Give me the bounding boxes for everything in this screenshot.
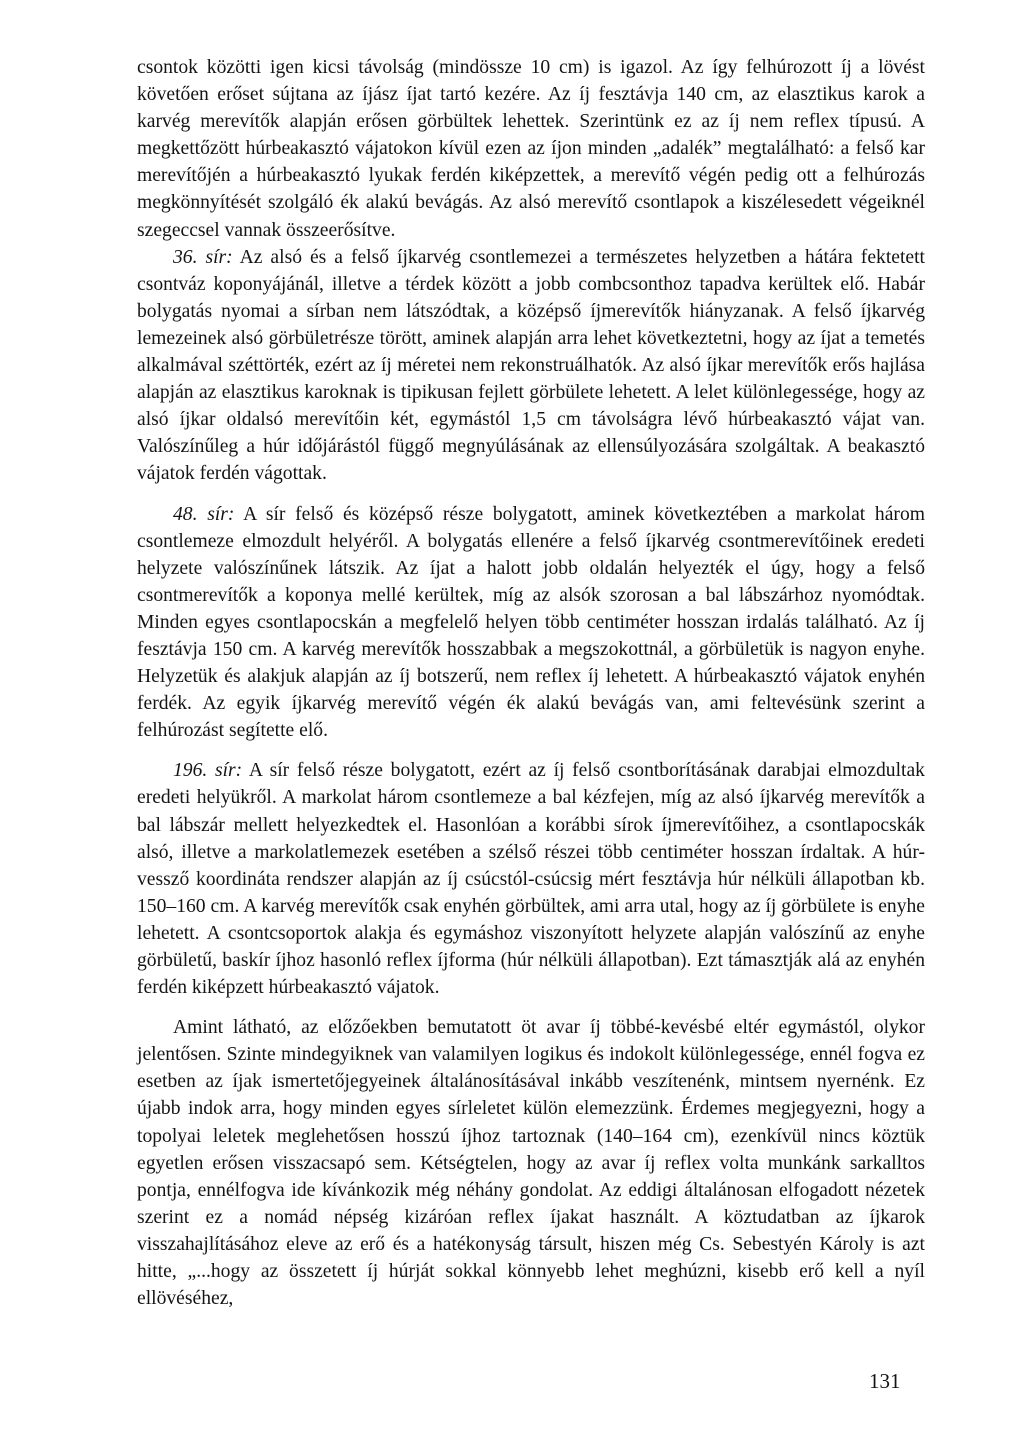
paragraph-conclusion <box>137 1014 925 1312</box>
paragraph-grave-48 <box>137 501 925 745</box>
paragraph-grave-196 <box>137 757 925 1001</box>
page-number: 131 <box>869 1369 901 1393</box>
paragraph-text: csontok közötti igen kicsi távolság (mindössze 10 cm) is igazol. Az így felhúrozott íj a lövést követően erőset sújtana az íjász íjat tartó kezére. Az íj fesztávja 140 cm, az elasztikus karok a karvég merevítők alapján erősen görbültek lehettek. Szerintünk ez az íj nem reflex típusú. A megkettőzött húrbeakasztó vájatokon kívül ezen az íjon minden „adalék” megtalálható: a felső kar merevítőjén a húrbeakasztó lyukak ferdén kiképzettek, a merevítő végén pedig ott a felhúrozás megkönnyítését szolgáló ék alakú bevágás. Az alsó merevítő csontlapok a kiszélesedett végeiknél szegeccsel vannak összeerősítve. <box>137 57 925 241</box>
paragraph-text: Amint látható, az előzőekben bemutatott öt avar íj többé-kevésbé eltér egymástól, olykor jelentősen. Szinte mindegyiknek van valamilyen logikus és indokolt különlegessége, ennél fogva ez esetben az íjak ismertetőjegyeinek általánosításával inkább veszítenénk, mintsem nyernénk. Ez újabb indok arra, hogy minden egyes sírleletet külön elemezzünk. Érdemes megjegyezni, hogy a topolyai leletek meglehetősen hosszú íjhoz tartoznak (140–164 cm), ezenkívül nincs köztük egyetlen erősen visszacsapó sem. Kétségtelen, hogy az avar íj reflex volta munkánk sarkalltos pontja, ennélfogva ide kívánkozik még néhány gondolat. Az eddigi általánosan elfogadott nézetek szerint ez a nomád népség kizáróan reflex íjakat használt. A köztudatban az íjkarok visszahajlításához eleve az erő és a hatékonyság társult, hiszen még Cs. Sebestyén Károly is azt hitte, „...hogy az összetett íj húrját sokkal könnyebb lehet meghúzni, kisebb erő kell a nyíl ellövéséhez, <box>137 1017 925 1310</box>
paragraph-continuation <box>137 54 925 244</box>
grave-label: 196. sír: <box>173 760 243 782</box>
paragraph-text: A sír felső része bolygatott, ezért az íj felső csontborításának darabjai elmozdultak eredeti helyükről. A markolat három csontlemeze a bal kézfejen, míg az alsó íjkarvég merevítők a bal lábszár mellett helyezkedtek el. Hasonlóan a korábbi sírok íjmerevítőihez, a csontlapocskák alsó, illetve a markolatlemezek esetében a szélső részei több centiméter hosszan írdaltak. A húr-vessző koordináta rendszer alapján az íj csúcstól-csúcsig mért fesztávja húr nélküli állapotban kb. 150–160 cm. A karvég merevítők csak enyhén görbültek, ami arra utal, hogy az íj görbülete is enyhe lehetett. A csontcsoportok alakja és egymáshoz viszonyított helyzete alapján valószínű az enyhe görbületű, baskír íjhoz hasonló reflex íjforma (húr nélküli állapotban). Ezt támasztják alá az enyhén ferdén kiképzett húrbeakasztó vájatok. <box>137 760 925 999</box>
body-text <box>137 54 925 1312</box>
paragraph-text: A sír felső és középső része bolygatott, aminek következtében a markolat három csontlemeze elmozdult helyéről. A bolygatás ellenére a felső íjkarvég csontmerevítőinek eredeti helyzete valószínűnek látszik. Az íjat a halott jobb oldalán helyezték el úgy, hogy a felső csontmerevítők a koponya mellé kerültek, míg az alsók szorosan a bal lábszárhoz nyomódtak. Minden egyes csontlapocskán a megfelelő helyen több centiméter hosszan irdalás található. Az íj fesztávja 150 cm. A karvég merevítők hosszabbak a megszokottnál, a görbületük is nagyon enyhe. Helyzetük és alakjuk alapján az íj botszerű, nem reflex íj lehetett. A húrbeakasztó vájatok enyhén ferdék. Az egyik íjkarvég merevítő végén ék alakú bevágás van, ami feltevésünk szerint a felhúrozást segítette elő. <box>137 503 925 742</box>
grave-label: 36. sír: <box>173 246 233 268</box>
grave-label: 48. sír: <box>173 503 235 525</box>
paragraph-grave-36 <box>137 244 925 488</box>
paragraph-text: Az alsó és a felső íjkarvég csontlemezei a természetes helyzetben a hátára fektetett csontváz koponyájánál, illetve a térdek között a jobb combcsonthoz tapadva kerültek elő. Habár bolygatás nyomai a sírban nem látszódtak, a középső íjmerevítők hiányzanak. A felső íjkarvég lemezeinek alsó görbületrésze törött, aminek alapján arra lehet következtetni, hogy az íjat a temetés alkalmával széttörték, ezért az íj méretei nem rekonstruálhatók. Az alsó íjkar merevítők erős hajlása alapján az elasztikus karoknak is tipikusan fejlett görbülete lehetett. A lelet különlegessége, hogy az alsó íjkar oldalsó merevítőin két, egymástól 1,5 cm távolságra lévő húrbeakasztó vájat van. Valószínűleg a húr időjárástól függő megnyúlásának az ellensúlyozására szolgáltak. A beakasztó vájatok ferdén vágottak. <box>137 246 925 485</box>
